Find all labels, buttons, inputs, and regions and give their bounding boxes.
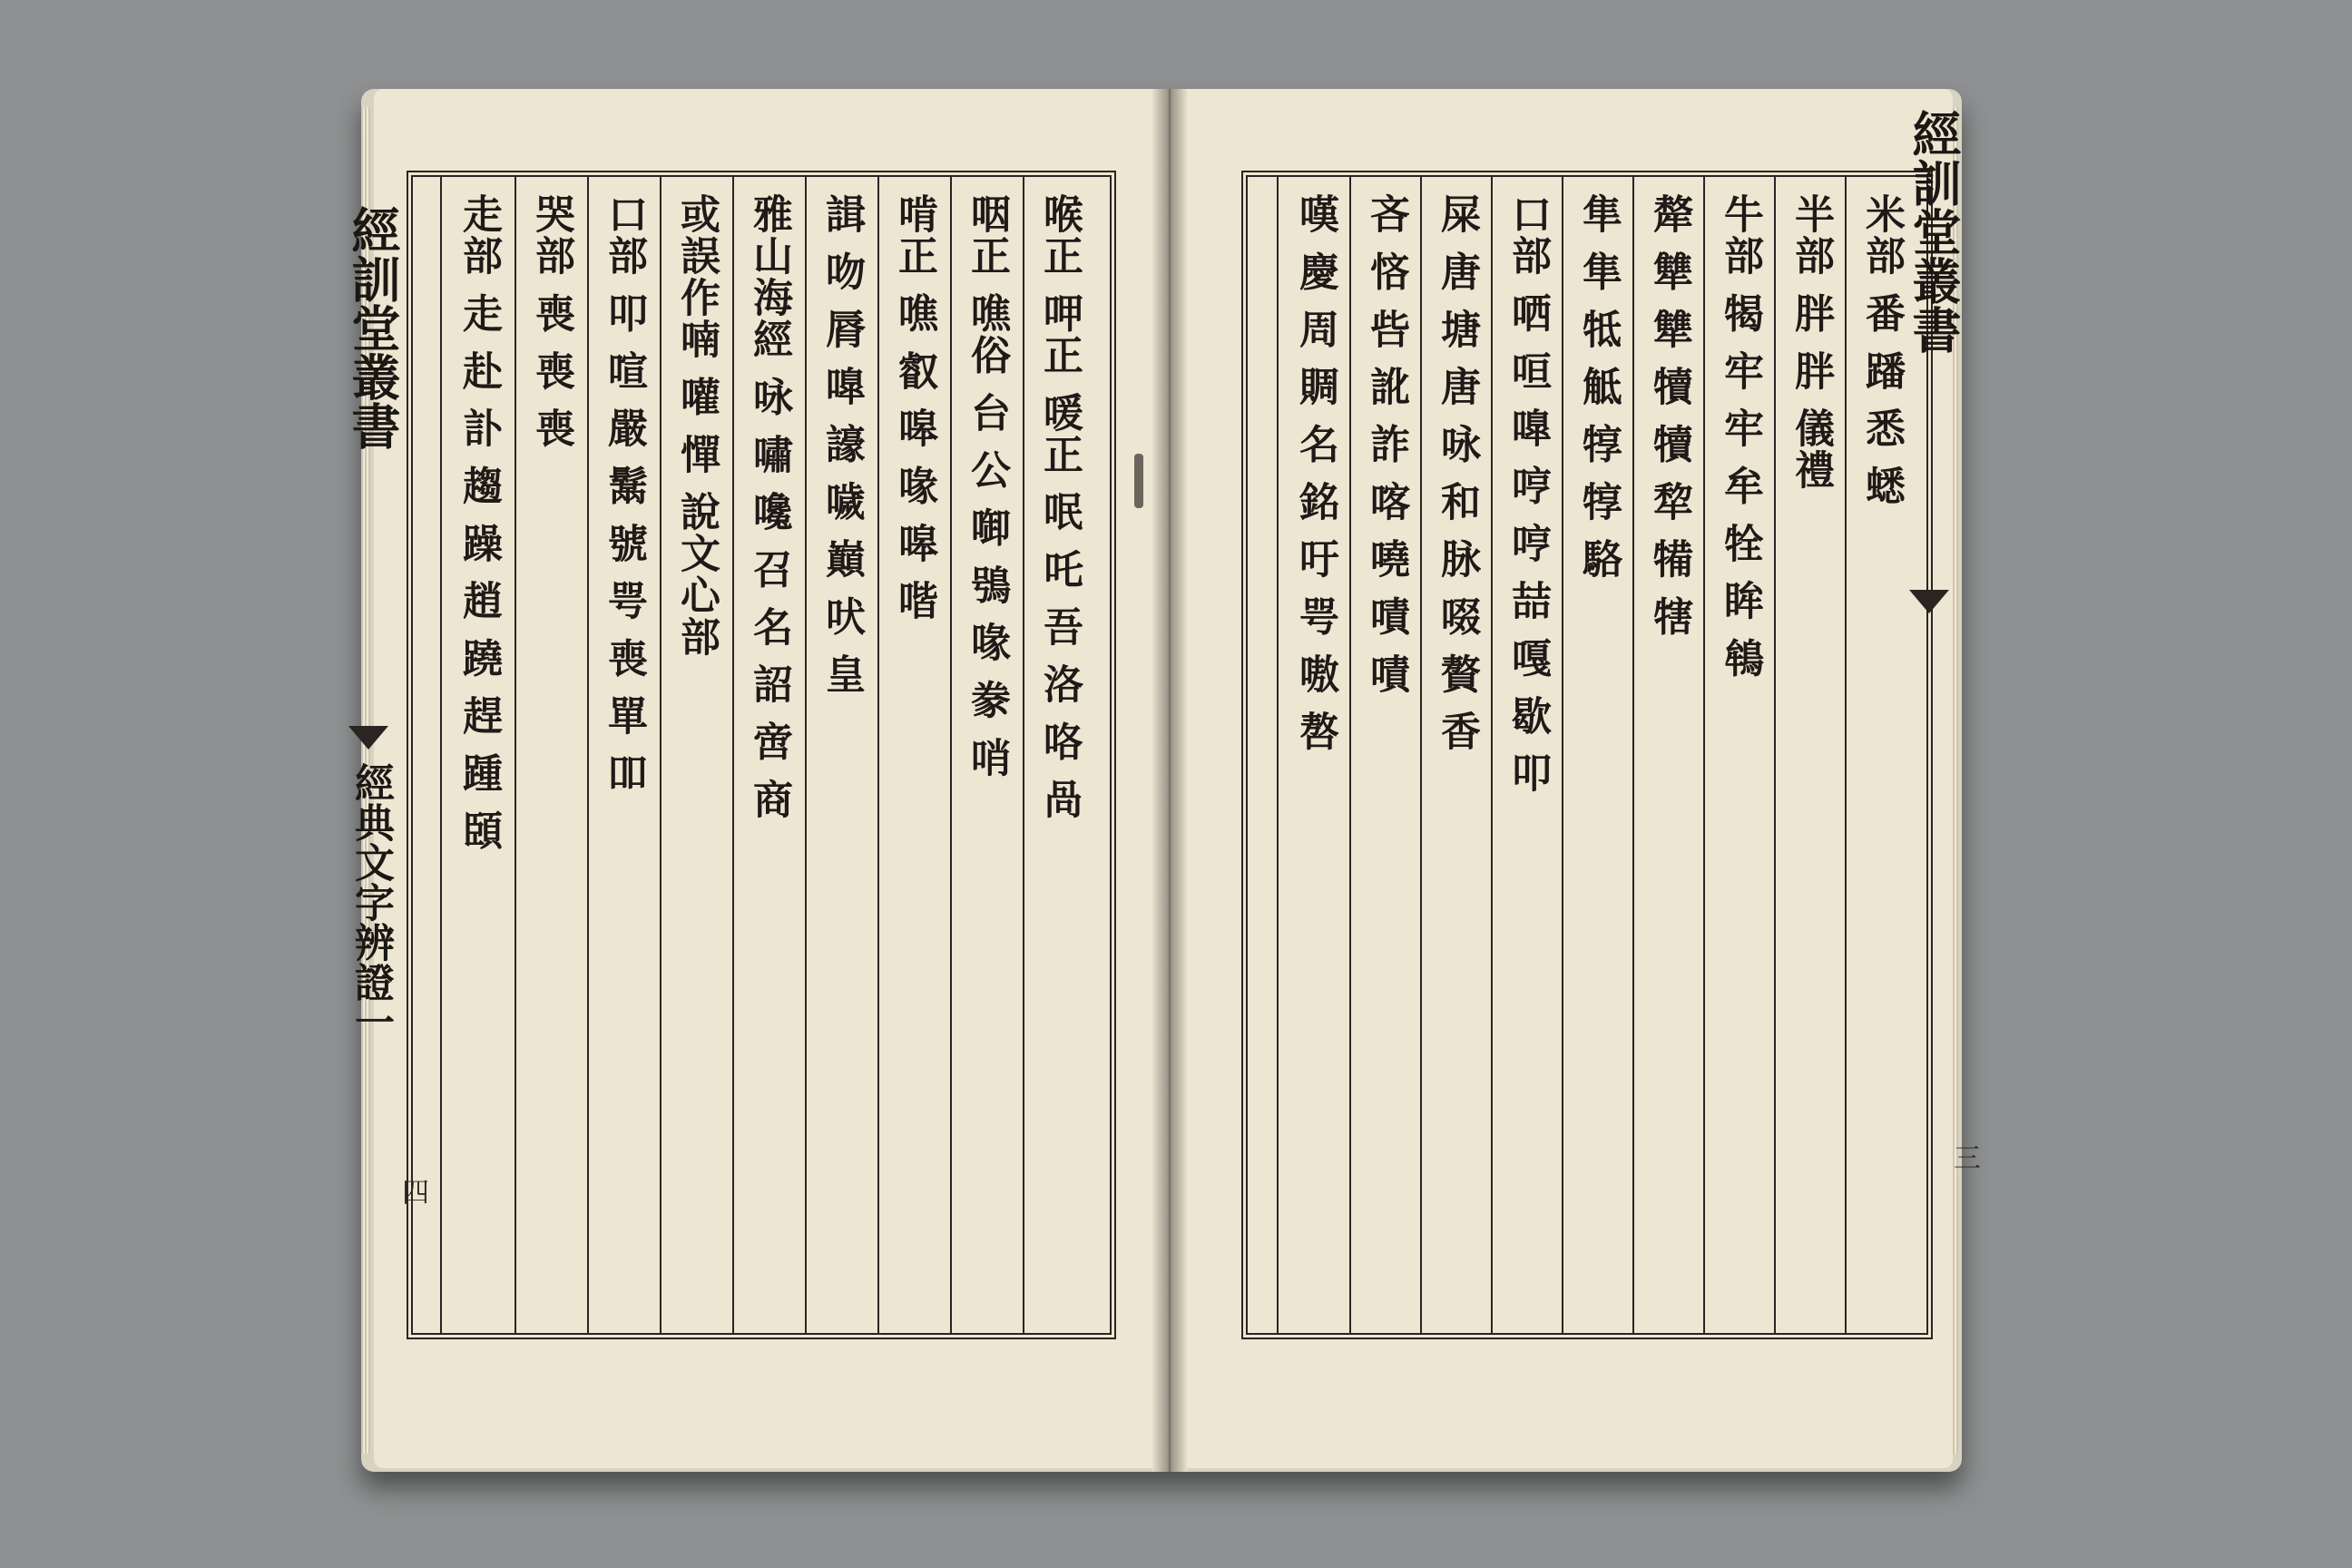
text-column: 口部 哂 咺 嘷 哼 哼 喆 嘎 歇 叩 [1504, 193, 1551, 794]
text-column: 牛部 㹇 牢 牢 牟 牷 眸 鴾 [1717, 193, 1763, 680]
column-rule [1023, 177, 1024, 1333]
text-column: 喉正 呷正 喛正 呡 吒 吾 洛 咯 咼 [1036, 193, 1083, 820]
chapter-title-margin: 經典文字辨證一 [348, 762, 394, 1042]
column-rule [587, 177, 589, 1333]
right-text-frame [1241, 171, 1933, 1339]
left-text-frame [407, 171, 1116, 1339]
column-rule [1420, 177, 1422, 1333]
column-rule [1491, 177, 1493, 1333]
text-column: 或誤作喃 嚾 憚 說文心部 [673, 193, 720, 658]
text-column: 半部 胖 胖 儀禮 [1788, 193, 1834, 491]
column-rule [1277, 177, 1279, 1333]
column-rule [805, 177, 807, 1333]
column-rule [1845, 177, 1847, 1333]
text-column: 走部 走 赴 訃 趨 躁 趙 蹺 趕 踵 頣 [456, 193, 502, 852]
binding-hole [1134, 454, 1143, 508]
column-rule [732, 177, 734, 1333]
book-gutter [1152, 89, 1187, 1472]
column-rule [440, 177, 442, 1333]
text-column: 米部 番 蹯 悉 蟋 [1858, 193, 1905, 507]
column-rule [1774, 177, 1776, 1333]
column-rule [1703, 177, 1705, 1333]
text-column: 啃正 噍 叡 嗥 喙 嗥 喈 [891, 193, 937, 622]
column-rule [514, 177, 516, 1333]
text-column: 吝 悋 呰 訛 詐 喀 嘵 嘖 嘖 [1363, 193, 1409, 695]
text-column: 諿 吻 脣 嘷 譹 噦 巔 吠 皇 [818, 193, 865, 695]
book-title-margin: 經訓堂叢書 [1905, 109, 1963, 354]
book-title-margin: 經訓堂叢書 [344, 205, 402, 450]
page-number: 四 [397, 1178, 428, 1205]
text-column: 咽正 噍俗 台 公 啣 鴞 喙 豢 哨 [964, 193, 1010, 779]
column-rule [1349, 177, 1351, 1333]
column-rule [950, 177, 952, 1333]
column-rule [1562, 177, 1563, 1333]
text-column: 犛 犨 犨 犢 犢 犂 犕 犗 [1646, 193, 1692, 638]
fish-tail-ornament [348, 726, 388, 750]
column-rule [877, 177, 879, 1333]
page-number: 三 [1948, 1143, 1980, 1171]
text-column: 哭部 喪 喪 喪 [528, 193, 574, 449]
text-column: 口部 叩 喧 嚴 鬗 號 咢 喪 單 吅 [601, 193, 647, 794]
text-column: 隼 隼 牴 觝 犉 犉 駱 [1575, 193, 1622, 580]
fish-tail-ornament [1909, 590, 1949, 613]
text-column: 雅山海經 咏 嘯 嚵 召 名 詔 啻 商 [746, 193, 792, 820]
column-rule [660, 177, 662, 1333]
column-rule [1632, 177, 1634, 1333]
text-column: 屎 唐 塘 唐 咏 和 脉 啜 贅 香 [1434, 193, 1480, 752]
text-column: 嘆 慶 周 賙 名 銘 吁 咢 嗷 嗸 [1292, 193, 1338, 752]
